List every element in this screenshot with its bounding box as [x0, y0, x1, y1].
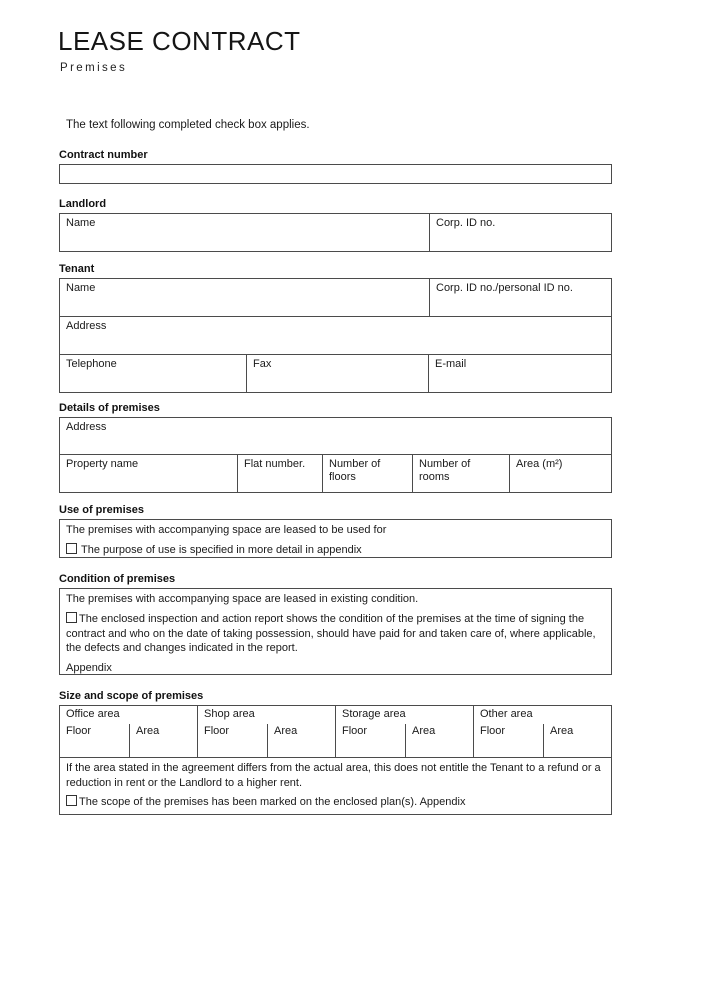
- premises-address-field[interactable]: [60, 418, 611, 454]
- condition-intro-line: The premises with accompanying space are leased in existing condition.: [66, 593, 419, 605]
- condition-heading: Condition of premises: [59, 573, 176, 585]
- use-of-premises-box: [59, 519, 612, 558]
- details-table: [59, 417, 612, 493]
- landlord-corp-id-field[interactable]: [429, 214, 611, 251]
- landlord-name-field[interactable]: [60, 214, 429, 251]
- shop-area-col-label: Area: [274, 725, 298, 737]
- area-label: Area (m²): [516, 458, 563, 470]
- shop-area-group: [198, 706, 336, 757]
- tenant-corp-id-label: Corp. ID no./personal ID no.: [436, 282, 573, 294]
- number-of-rooms-label: Number of rooms: [419, 458, 471, 483]
- tenant-heading: Tenant: [59, 263, 95, 275]
- checkbox-icon[interactable]: [66, 612, 77, 623]
- tenant-telephone-label: Telephone: [66, 358, 117, 370]
- section-details: [59, 402, 612, 493]
- office-floor-field[interactable]: [60, 724, 129, 757]
- use-intro-line: The premises with accompanying space are leased to be used for: [66, 524, 387, 536]
- section-tenant: [59, 263, 612, 393]
- office-floor-label: Floor: [66, 725, 92, 737]
- other-area-field[interactable]: [543, 724, 611, 757]
- tenant-table: [59, 278, 612, 393]
- other-floor-field[interactable]: [474, 724, 543, 757]
- landlord-corp-id-label: Corp. ID no.: [436, 217, 496, 229]
- shop-floor-field[interactable]: [198, 724, 267, 757]
- other-floor-label: Floor: [480, 725, 506, 737]
- document-title: LEASE CONTRACT: [58, 26, 301, 56]
- number-of-floors-field[interactable]: [322, 455, 412, 492]
- intro-text: The text following completed check box applies.: [66, 119, 310, 131]
- size-scope-checkbox-label: The scope of the premises has been marked on the enclosed plan(s). Appendix: [79, 796, 466, 809]
- tenant-address-label: Address: [66, 320, 107, 332]
- section-size-scope: [59, 690, 612, 815]
- tenant-corp-id-field[interactable]: [429, 279, 611, 316]
- landlord-table: [59, 213, 612, 252]
- area-field[interactable]: [509, 455, 611, 492]
- size-scope-note: If the area stated in the agreement differs from the actual area, this does not entitle the Tenant to a refund or a reduction in rent or the Landlord to a higher rent.: [66, 762, 601, 789]
- checkbox-icon[interactable]: [66, 795, 77, 806]
- storage-area-field[interactable]: [405, 724, 473, 757]
- tenant-email-field[interactable]: [428, 355, 611, 392]
- property-name-label: Property name: [66, 458, 139, 470]
- use-heading: Use of premises: [59, 504, 144, 516]
- storage-area-col-label: Area: [412, 725, 436, 737]
- office-area-label: Office area: [66, 708, 120, 720]
- tenant-address-field[interactable]: [60, 317, 611, 354]
- size-scope-table: [59, 705, 612, 815]
- condition-of-premises-box: [59, 588, 612, 675]
- tenant-name-field[interactable]: [60, 279, 429, 316]
- landlord-name-label: Name: [66, 217, 96, 229]
- details-heading: Details of premises: [59, 402, 160, 414]
- condition-appendix-label: Appendix: [66, 661, 112, 674]
- other-area-group: [474, 706, 611, 757]
- storage-area-label: Storage area: [342, 708, 406, 720]
- office-area-col-label: Area: [136, 725, 160, 737]
- number-of-floors-label: Number of floors: [329, 458, 381, 483]
- property-name-field[interactable]: [60, 455, 237, 492]
- shop-area-label: Shop area: [204, 708, 255, 720]
- contract-number-input[interactable]: [59, 164, 612, 184]
- other-area-col-label: Area: [550, 725, 574, 737]
- office-area-group: [60, 706, 198, 757]
- tenant-telephone-field[interactable]: [60, 355, 246, 392]
- condition-checkbox-label: The enclosed inspection and action report shows the condition of the premises at the time of signing the contract and who on the date of taking possession, should have paid for and taken care of, where applicable, the defects and changes indicated in the report.: [66, 613, 596, 655]
- flat-number-field[interactable]: [237, 455, 322, 492]
- premises-address-label: Address: [66, 421, 107, 433]
- section-contract-number: [59, 149, 612, 184]
- landlord-heading: Landlord: [59, 198, 107, 210]
- section-use: [59, 504, 612, 558]
- other-area-label: Other area: [480, 708, 533, 720]
- section-condition: [59, 573, 612, 675]
- checkbox-icon[interactable]: [66, 543, 77, 554]
- tenant-fax-field[interactable]: [246, 355, 428, 392]
- size-scope-note-block: [60, 757, 611, 814]
- document-subtitle: Premises: [60, 62, 128, 74]
- storage-floor-label: Floor: [342, 725, 368, 737]
- office-area-field[interactable]: [129, 724, 197, 757]
- storage-area-group: [336, 706, 474, 757]
- shop-area-field[interactable]: [267, 724, 335, 757]
- size-scope-header: [60, 706, 611, 757]
- tenant-fax-label: Fax: [253, 358, 272, 370]
- number-of-rooms-field[interactable]: [412, 455, 509, 492]
- storage-floor-field[interactable]: [336, 724, 405, 757]
- use-checkbox-label: The purpose of use is specified in more detail in appendix: [81, 544, 362, 556]
- contract-number-heading: Contract number: [59, 149, 148, 161]
- size-scope-heading: Size and scope of premises: [59, 690, 204, 702]
- flat-number-label: Flat number.: [244, 458, 306, 470]
- shop-floor-label: Floor: [204, 725, 230, 737]
- tenant-email-label: E-mail: [435, 358, 467, 370]
- section-landlord: [59, 198, 612, 252]
- tenant-name-label: Name: [66, 282, 96, 294]
